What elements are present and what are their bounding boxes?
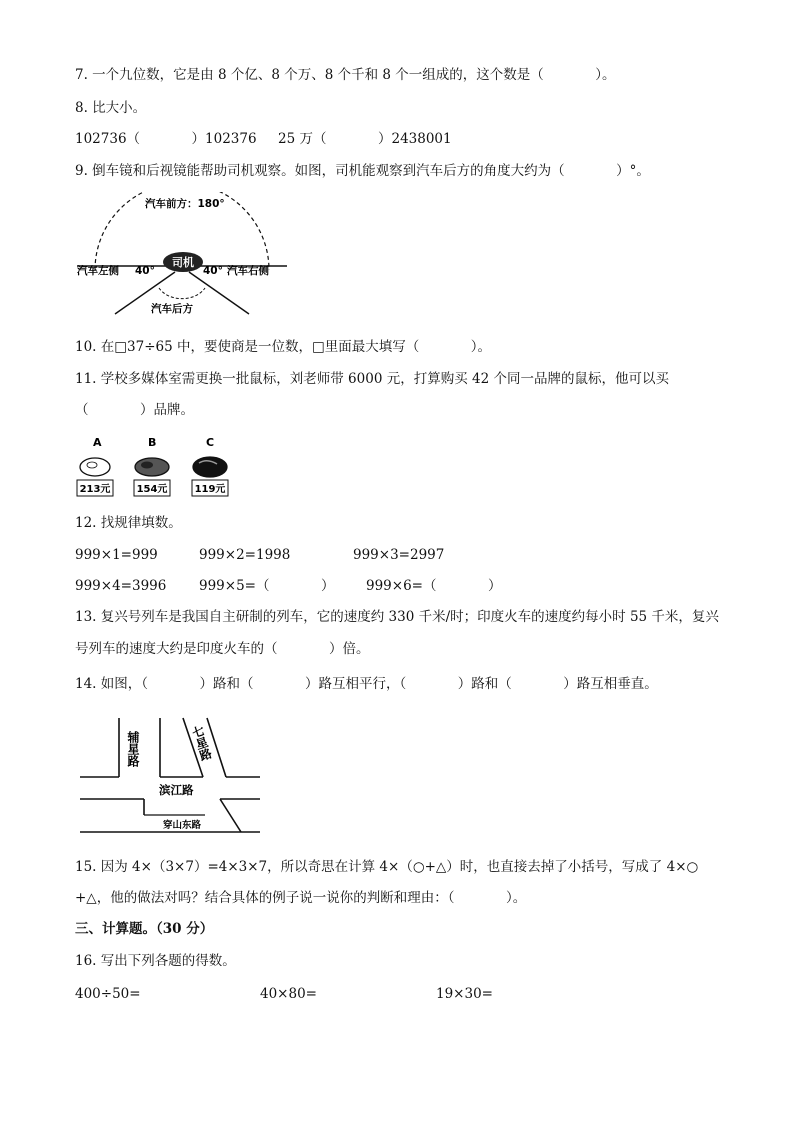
road-d-label: 穿山东路 — [163, 820, 202, 831]
question-12-r2-c2: 999×5=（ ） — [199, 578, 335, 594]
question-14: 14. 如图，（ ）路和（ ）路互相平行，（ ）路和（ ）路互相垂直。 — [75, 676, 658, 692]
rear-label: 汽车后方 — [151, 303, 193, 315]
question-13-line-2: 号列车的速度大约是印度火车的（ ）倍。 — [75, 641, 370, 657]
mouse-b — [134, 436, 170, 496]
question-8-items: 102736（ ）102376 25 万（ ）2438001 — [75, 131, 452, 147]
road-a-label: 辅星路 — [126, 731, 140, 767]
question-13-line-1: 13. 复兴号列车是我国自主研制的列车，它的速度约 330 千米/时；印度火车的速度约每小时 55 千米，复兴 — [75, 609, 719, 625]
mouse-c-price: 119元 — [194, 484, 226, 495]
left-label: 汽车左侧 — [77, 265, 119, 277]
question-15-line-1: 15. 因为 4×（3×7）=4×3×7，所以奇思在计算 4×（○+△）时，也直接去掉了小括号，写成了 4×○ — [75, 859, 699, 875]
left-angle-label: 40° — [135, 265, 155, 277]
question-16-item-1: 400÷50= — [75, 986, 141, 1002]
right-label: 汽车右侧 — [227, 265, 269, 277]
mouse-a — [77, 436, 113, 496]
driver-label: 司机 — [172, 256, 194, 269]
road-c-label: 滨江路 — [159, 783, 194, 797]
mouse-b-price: 154元 — [136, 484, 168, 495]
question-16: 16. 写出下列各题的得数。 — [75, 953, 236, 969]
mouse-a-label: A — [93, 436, 102, 449]
car-view-angle-figure — [75, 192, 290, 320]
road-map-figure — [75, 715, 265, 835]
question-12-r2-c3: 999×6=（ ） — [366, 578, 502, 594]
mouse-c-icon — [193, 457, 227, 477]
question-16-item-3: 19×30= — [436, 986, 493, 1002]
section-3-heading: 三、计算题。（30 分） — [75, 921, 214, 937]
question-9: 9. 倒车镜和后视镜能帮助司机观察。如图，司机能观察到汽车后方的角度大约为（ ）°。 — [75, 163, 650, 179]
mouse-a-price: 213元 — [79, 484, 111, 495]
front-label: 汽车前方：180° — [145, 198, 225, 210]
question-11-line-1: 11. 学校多媒体室需更换一批鼠标，刘老师带 6000 元，打算购买 42 个同一品牌的鼠标，他可以买 — [75, 371, 669, 387]
question-15-line-2: +△，他的做法对吗？结合具体的例子说一说你的判断和理由：（ ）。 — [75, 890, 527, 906]
question-12-r2-c1: 999×4=3996 — [75, 578, 167, 594]
question-12-r1-c1: 999×1=999 — [75, 547, 158, 563]
mouse-b-icon — [135, 458, 169, 476]
question-8: 8. 比大小。 — [75, 100, 147, 116]
right-angle-label: 40° — [203, 265, 223, 277]
question-12-r1-c2: 999×2=1998 — [199, 547, 291, 563]
mouse-brands-figure — [75, 434, 240, 498]
mouse-c-label: C — [206, 436, 215, 449]
question-12: 12. 找规律填数。 — [75, 515, 182, 531]
question-10: 10. 在□37÷65 中，要使商是一位数，□里面最大填写（ ）。 — [75, 339, 491, 355]
mouse-b-label: B — [148, 436, 157, 449]
question-7: 7. 一个九位数，它是由 8 个亿、8 个万、8 个千和 8 个一组成的，这个数是（ ）。 — [75, 67, 616, 83]
question-12-r1-c3: 999×3=2997 — [353, 547, 445, 563]
question-16-item-2: 40×80= — [260, 986, 317, 1002]
road-b-label: 七星路 — [189, 723, 214, 763]
question-11-line-2: （ ）品牌。 — [75, 402, 194, 418]
mouse-c — [192, 436, 228, 496]
